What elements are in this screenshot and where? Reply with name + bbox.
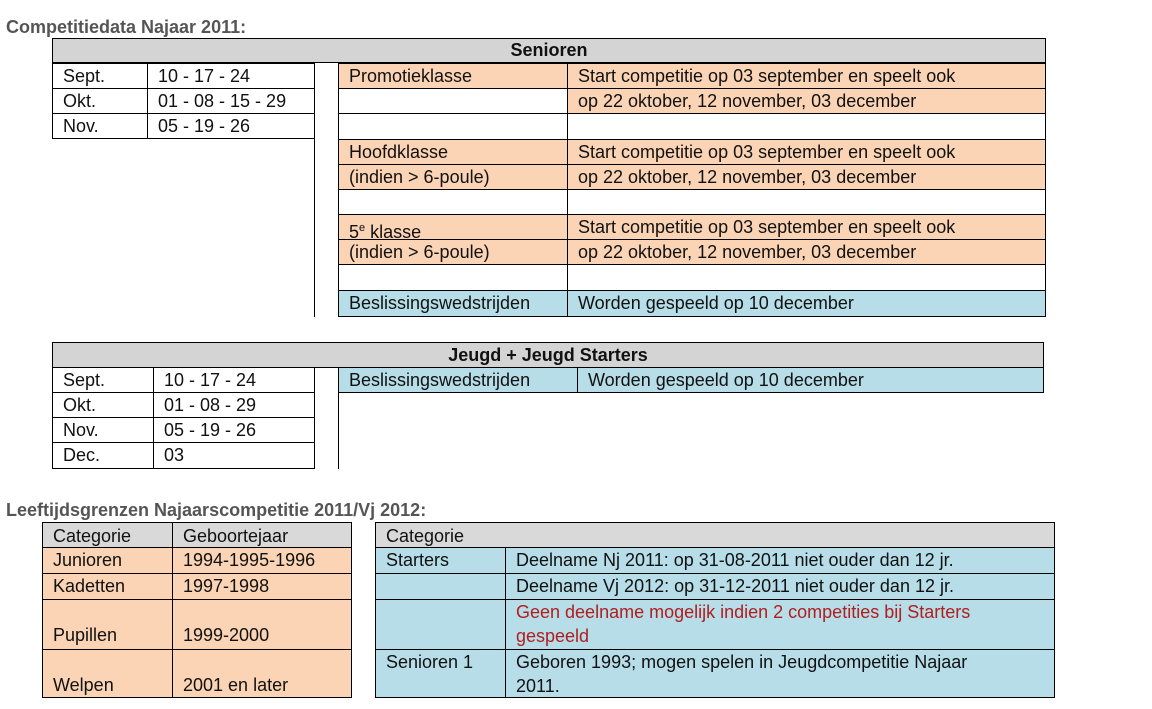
- class-schedule: [567, 113, 1046, 140]
- category-rule: Deelname Nj 2011: op 31-08-2011 niet ouder dan 12 jr.: [505, 547, 1055, 574]
- age-birthyear: 1997-1998: [172, 573, 352, 600]
- class-name: [338, 264, 568, 291]
- age-birthyear: 1994-1995-1996: [172, 547, 352, 574]
- date-days: 01 - 08 - 29: [153, 392, 315, 418]
- class-schedule: [567, 189, 1046, 215]
- class-name: 5e klasse: [338, 214, 568, 240]
- class-name: (indien > 6-poule): [338, 164, 568, 190]
- class-name: [338, 88, 568, 114]
- age-header-categorie: Categorie: [42, 522, 173, 548]
- category-rule: Deelname Vj 2012: op 31-12-2011 niet ouder dan 12 jr.: [505, 573, 1055, 600]
- date-days: 05 - 19 - 26: [153, 417, 315, 443]
- age-header-geboortejaar: Geboortejaar: [172, 522, 352, 548]
- age-category: Pupillen: [42, 599, 173, 650]
- date-days: 01 - 08 - 15 - 29: [147, 88, 315, 114]
- category-name: [375, 573, 506, 600]
- class-name: Hoofdklasse: [338, 139, 568, 165]
- jeugd-header: Jeugd + Jeugd Starters: [52, 342, 1044, 368]
- date-month: Sept.: [52, 63, 148, 89]
- age-category: Kadetten: [42, 573, 173, 600]
- date-month: Dec.: [52, 442, 154, 469]
- age-birthyear: 1999-2000: [172, 599, 352, 650]
- class-schedule: Worden gespeeld op 10 december: [567, 290, 1046, 317]
- rule-line: Geen deelname mogelijk indien 2 competities bij Starters: [516, 602, 971, 622]
- date-days: 05 - 19 - 26: [147, 113, 315, 139]
- class-schedule: [567, 264, 1046, 291]
- category-rule: [505, 649, 1055, 698]
- class-name: Promotieklasse: [338, 63, 568, 89]
- category-name: [375, 599, 506, 650]
- column-divider: [314, 63, 315, 317]
- rule-line: gespeeld: [516, 626, 590, 646]
- date-days: 10 - 17 - 24: [153, 367, 315, 393]
- date-month: Okt.: [52, 88, 148, 114]
- class-schedule: Start competitie op 03 september en speelt ook: [567, 139, 1046, 165]
- rule-line: Geboren 1993; mogen spelen in Jeugdcompetitie Najaar: [516, 652, 968, 672]
- jeugd-class-schedule: Worden gespeeld op 10 december: [577, 367, 1044, 393]
- date-days: 03: [153, 442, 315, 469]
- date-month: Nov.: [52, 113, 148, 139]
- rule-line: 2011.: [516, 676, 560, 696]
- date-month: Nov.: [52, 417, 154, 443]
- category-name: Senioren 1: [375, 649, 506, 698]
- class-schedule: op 22 oktober, 12 november, 03 december: [567, 88, 1046, 114]
- category-rule-warning: [505, 599, 1055, 650]
- section-title-competitiedata: Competitiedata Najaar 2011:: [6, 17, 247, 37]
- senioren-header: Senioren: [52, 38, 1046, 63]
- class-name: (indien > 6-poule): [338, 239, 568, 265]
- category-header: Categorie: [375, 522, 1055, 548]
- age-category: Welpen: [42, 649, 173, 698]
- class-schedule: op 22 oktober, 12 november, 03 december: [567, 239, 1046, 265]
- date-days: 10 - 17 - 24: [147, 63, 315, 89]
- class-name: [338, 113, 568, 140]
- class-name: Beslissingswedstrijden: [338, 290, 568, 317]
- class-schedule: Start competitie op 03 september en speelt ook: [567, 63, 1046, 89]
- class-name: [338, 189, 568, 215]
- jeugd-class-name: Beslissingswedstrijden: [338, 367, 578, 393]
- date-month: Sept.: [52, 367, 154, 393]
- age-category: Junioren: [42, 547, 173, 574]
- section-title-leeftijdsgrenzen: Leeftijdsgrenzen Najaarscompetitie 2011/Vj 2012:: [6, 500, 427, 520]
- category-name: Starters: [375, 547, 506, 574]
- class-schedule: op 22 oktober, 12 november, 03 december: [567, 164, 1046, 190]
- class-schedule: Start competitie op 03 september en speelt ook: [567, 214, 1046, 240]
- date-month: Okt.: [52, 392, 154, 418]
- age-birthyear: 2001 en later: [172, 649, 352, 698]
